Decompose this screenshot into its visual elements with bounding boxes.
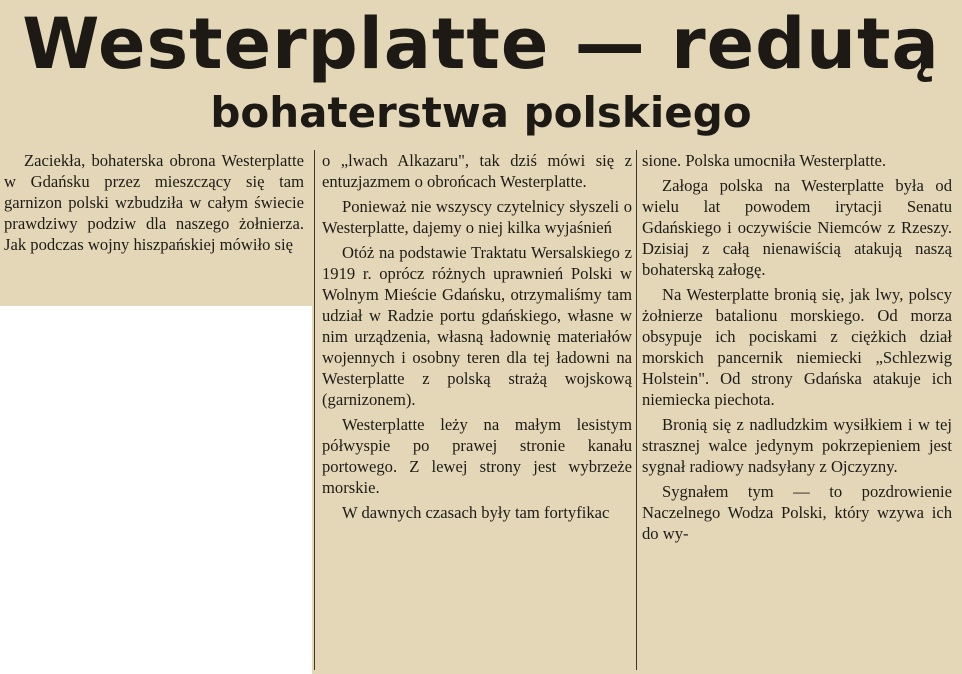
paragraph: sione. Polska umocniła Westerplatte.	[642, 151, 886, 170]
paragraph: Na Westerplatte bronią się, jak lwy, polscy żołnierze batalionu morskiego. Od morza obsypuje ich pociskami z ciężkich dział morskich pancernik niemiecki „Schlezwig Holstein". Od strony Gdańska atakuje ich niemiecka piechota.	[642, 285, 952, 409]
paragraph: Sygnałem tym — to pozdrowienie Naczelnego Wodza Polski, który wzywa ich do wy-	[642, 482, 952, 543]
paragraph: Załoga polska na Westerplatte była od wielu lat powodem irytacji Senatu Gdańskiego i oczywiście Niemców z Rzeszy. Dzisiaj z całą nienawiścią atakują naszą bohaterską załogę.	[642, 176, 952, 279]
article-column-3	[642, 150, 952, 548]
headline-sub: bohaterstwa polskiego	[210, 88, 752, 137]
column-divider	[314, 150, 315, 670]
article-column-1	[4, 150, 304, 259]
paragraph: Zaciekła, bohaterska obrona Westerplatte w Gdańsku przez mieszczący się tam garnizon polski wzbudziła w całym świecie prawdziwy podziw dla naszego żołnierza. Jak podczas wojny hiszpańskiej mówiło się	[4, 151, 304, 254]
paragraph: Otóż na podstawie Traktatu Wersalskiego z 1919 r. oprócz różnych uprawnień Polski w Wolnym Mieście Gdańsku, otrzymaliśmy tam udział w Radzie portu gdańskiego, własne w nim urządzenia, własną ładownię materiałów wojennych i osobny teren dla tej ładowni na Westerplatte z polską strażą wojskową (garnizonem).	[322, 243, 632, 409]
paragraph: Ponieważ nie wszyscy czytelnicy słyszeli o Westerplatte, dajemy o niej kilka wyjaśnień	[322, 197, 632, 237]
column-divider	[636, 150, 637, 670]
paragraph: W dawnych czasach były tam fortyfikac	[342, 503, 610, 522]
article-column-2	[322, 150, 632, 527]
blank-area	[0, 306, 312, 674]
paragraph: o „lwach Alkazaru", tak dziś mówi się z entuzjazmem o obrońcach Westerplatte.	[322, 151, 632, 191]
paragraph: Westerplatte leży na małym lesistym półwyspie po prawej stronie kanału portowego. Z lewej strony jest wybrzeże morskie.	[322, 415, 632, 497]
paragraph: Bronią się z nadludzkim wysiłkiem i w tej strasznej walce jedynym pokrzepieniem jest sygnał radiowy nadsyłany z Ojczyzny.	[642, 415, 952, 476]
headline-main: Westerplatte — redutą	[22, 3, 940, 85]
